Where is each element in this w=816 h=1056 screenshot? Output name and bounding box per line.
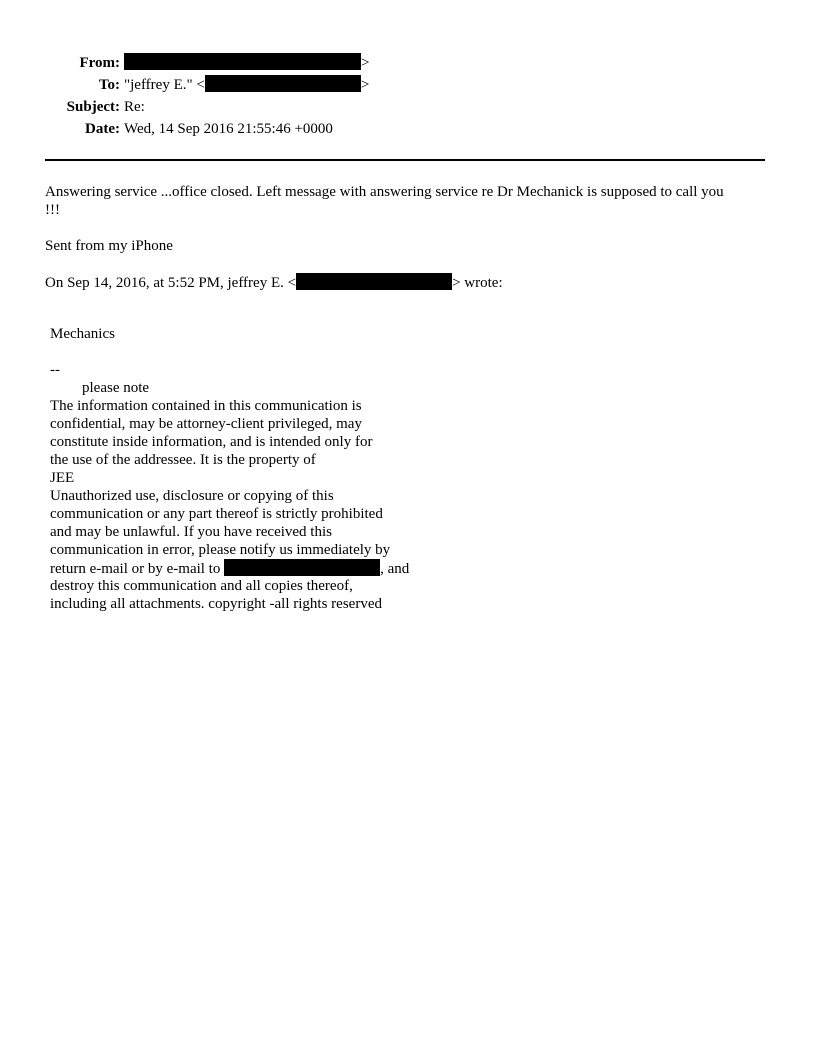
quoted-message (50, 325, 450, 613)
disclaimer-line (50, 559, 450, 577)
date-value: Wed, 14 Sep 2016 21:55:46 +0000 (124, 121, 333, 137)
to-suffix: > (360, 77, 370, 93)
disclaimer-line: confidential, may be attorney-client privileged, may (50, 416, 362, 432)
header-divider (45, 159, 765, 161)
subject-value: Re: (124, 99, 145, 115)
redaction-block (124, 53, 361, 70)
disclaimer-line: and may be unlawful. If you have received this (50, 524, 332, 540)
message-paragraph (45, 183, 775, 219)
to-value (124, 75, 369, 95)
disclaimer-line: JEE (50, 470, 75, 486)
from-value (124, 53, 369, 73)
disclaimer-line: Unauthorized use, disclosure or copying of this (50, 488, 334, 504)
to-label: To: (98, 77, 120, 93)
return-line-prefix: return e-mail or by e-mail to (50, 561, 221, 577)
signature: Sent from my iPhone (45, 238, 173, 254)
disclaimer-line: destroy this communication and all copies thereof, (50, 578, 353, 594)
disclaimer-line: communication in error, please notify us immediately by (50, 542, 391, 558)
disclaimer-line: including all attachments. copyright -all rights reserved (50, 596, 382, 612)
disclaimer-heading: please note (82, 380, 150, 396)
redaction-block (296, 273, 452, 290)
signature-separator: -- (50, 362, 60, 378)
redaction-block (224, 559, 380, 576)
redaction-block (205, 75, 361, 92)
disclaimer-line: constitute inside information, and is intended only for (50, 434, 373, 450)
subject-label: Subject: (66, 99, 120, 115)
from-suffix: > (361, 55, 370, 71)
quoted-text: Mechanics (50, 326, 115, 342)
date-label: Date: (85, 121, 120, 137)
from-label: From: (79, 55, 120, 71)
message-line: Answering service ...office closed. Left message with answering service re Dr Mechanick is supposed to call you (45, 184, 724, 200)
quote-intro (45, 273, 775, 292)
disclaimer-line: communication or any part thereof is strictly prohibited (50, 506, 383, 522)
disclaimer-line: the use of the addressee. It is the property of (50, 452, 316, 468)
to-name: "jeffrey E." < (124, 77, 205, 93)
quote-intro-suffix: > wrote: (452, 275, 503, 291)
disclaimer-line: The information contained in this communication is (50, 398, 362, 414)
quote-intro-prefix: On Sep 14, 2016, at 5:52 PM, jeffrey E. < (45, 275, 297, 291)
message-line: !!! (45, 202, 60, 218)
return-line-suffix: , and (380, 561, 410, 577)
spacer (50, 343, 450, 361)
